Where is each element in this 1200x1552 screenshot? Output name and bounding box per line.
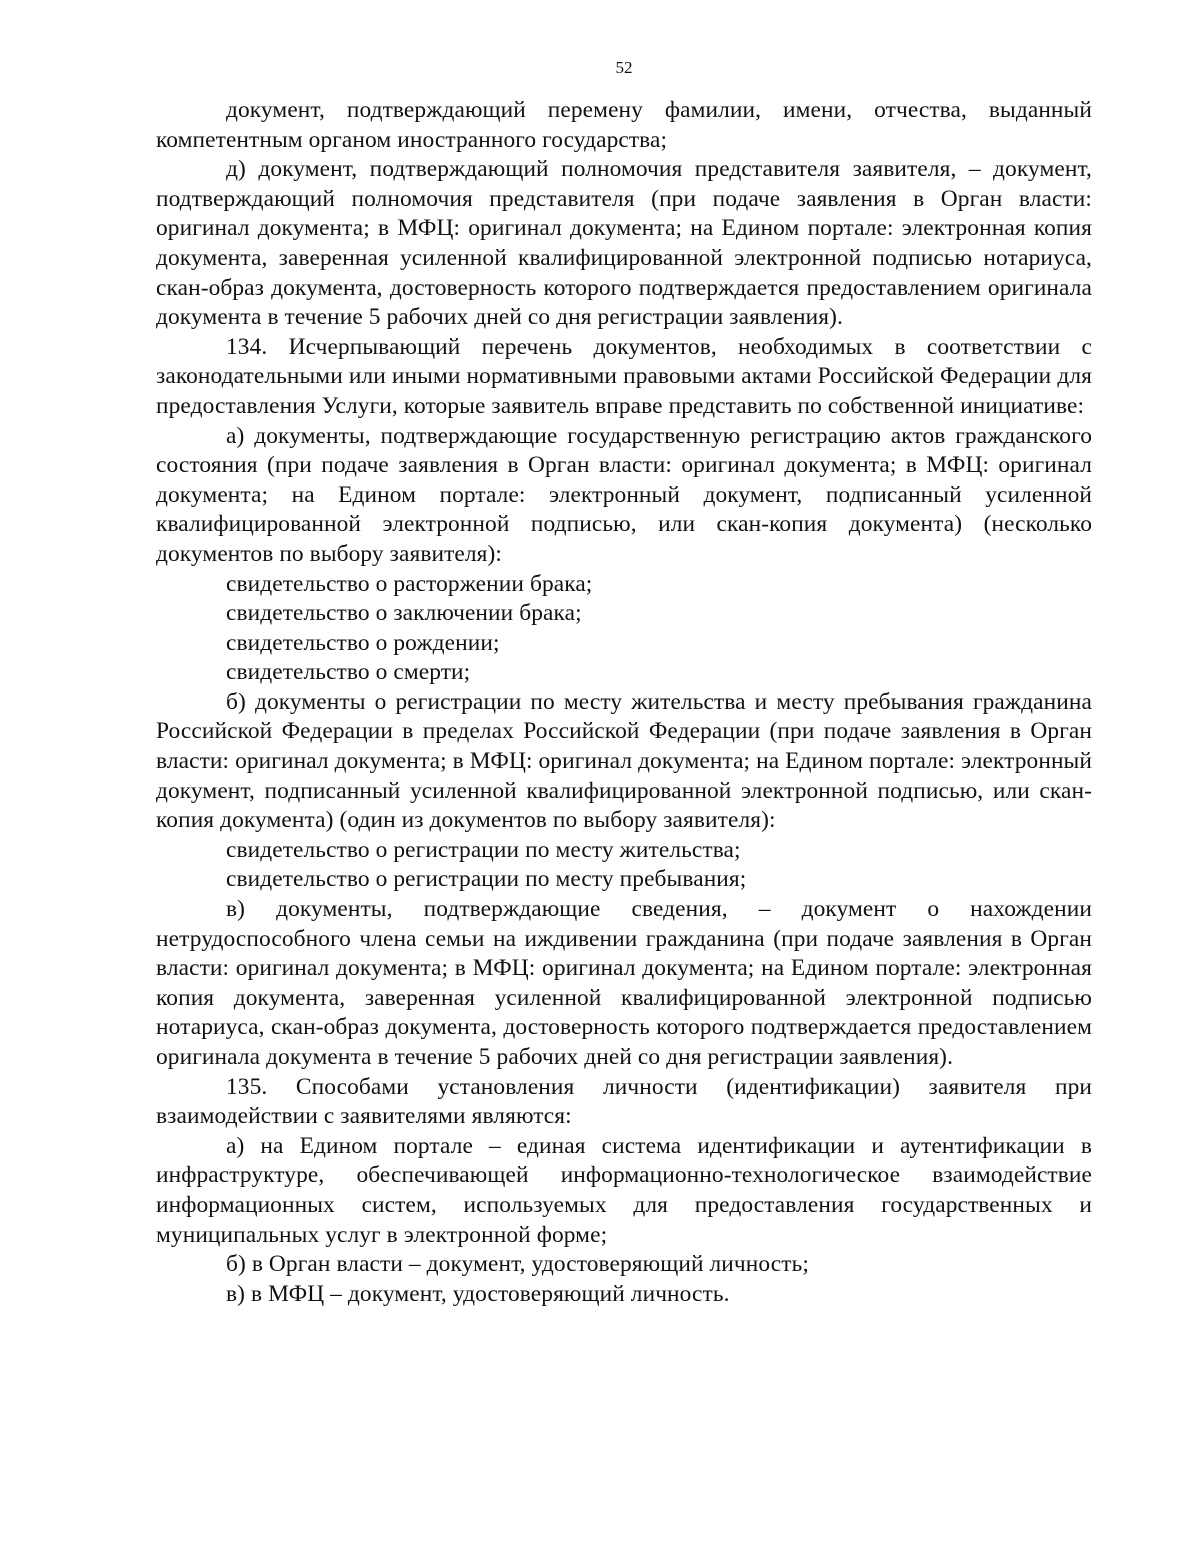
paragraph-135-a: а) на Едином портале – единая система идентификации и аутентификации в инфраструктуре, обеспечивающей информационно-технологическое взаимодействие информационных систем, используемых для предоставления государственных и муниципальных услуг в электронной форме; bbox=[156, 1132, 1092, 1248]
list-item-birth-certificate: свидетельство о рождении; bbox=[226, 629, 500, 656]
paragraph-foreign-name-change: документ, подтверждающий перемену фамилии, имени, отчества, выданный компетентным органом иностранного государства; bbox=[156, 97, 1092, 153]
paragraph-135-v: в) в МФЦ – документ, удостоверяющий личность. bbox=[226, 1280, 730, 1307]
paragraph-134-a: а) документы, подтверждающие государственную регистрацию актов гражданского состояния (при подаче заявления в Орган власти: оригинал документа; в МФЦ: оригинал документа; на Едином портале: электронный документ, подписанный усиленной квалифицированной электронной подписью, или скан-копия документа) (несколько документов по выбору заявителя): bbox=[156, 422, 1092, 567]
list-item-residence-registration: свидетельство о регистрации по месту жительства; bbox=[226, 836, 741, 863]
list-item-stay-registration: свидетельство о регистрации по месту пребывания; bbox=[226, 866, 747, 893]
paragraph-134: 134. Исчерпывающий перечень документов, необходимых в соответствии с законодательными или иными нормативными правовыми актами Российской Федерации для предоставления Услуги, которые заявитель вправе представить по собственной инициативе: bbox=[156, 333, 1092, 419]
page-number: 52 bbox=[615, 58, 633, 77]
list-item-divorce-certificate: свидетельство о расторжении брака; bbox=[226, 570, 593, 597]
paragraph-representative-authority: д) документ, подтверждающий полномочия представителя заявителя, – документ, подтверждающий полномочия представителя (при подаче заявления в Орган власти: оригинал документа; в МФЦ: оригинал документа; на Едином портале: электронная копия документа, заверенная усиленной квалифицированной электронной подписью нотариуса, скан-образ документа, достоверность которого подтверждается предоставлением оригинала документа в течение 5 рабочих дней со дня регистрации заявления). bbox=[156, 156, 1092, 331]
list-item-marriage-certificate: свидетельство о заключении брака; bbox=[226, 600, 582, 627]
list-item-death-certificate: свидетельство о смерти; bbox=[226, 659, 471, 686]
paragraph-135: 135. Способами установления личности (идентификации) заявителя при взаимодействии с заявителями являются: bbox=[156, 1073, 1092, 1130]
paragraph-134-b: б) документы о регистрации по месту жительства и месту пребывания гражданина Российской Федерации в пределах Российской Федерации (при подаче заявления в Орган власти: оригинал документа; в МФЦ: оригинал документа; на Едином портале: электронный документ, подписанный усиленной квалифицированной электронной подписью, или скан-копия документа) (один из документов по выбору заявителя): bbox=[156, 688, 1092, 834]
paragraph-134-v: в) документы, подтверждающие сведения, – документ о нахождении нетрудоспособного члена семьи на иждивении гражданина (при подаче заявления в Орган власти: оригинал документа; в МФЦ: оригинал документа; на Едином портале: электронная копия документа, заверенная усиленной квалифицированной электронной подписью нотариуса, скан-образ документа, достоверность которого подтверждается предоставлением оригинала документа в течение 5 рабочих дней со дня регистрации заявления). bbox=[156, 896, 1092, 1070]
paragraph-135-b: б) в Орган власти – документ, удостоверяющий личность; bbox=[226, 1251, 809, 1278]
